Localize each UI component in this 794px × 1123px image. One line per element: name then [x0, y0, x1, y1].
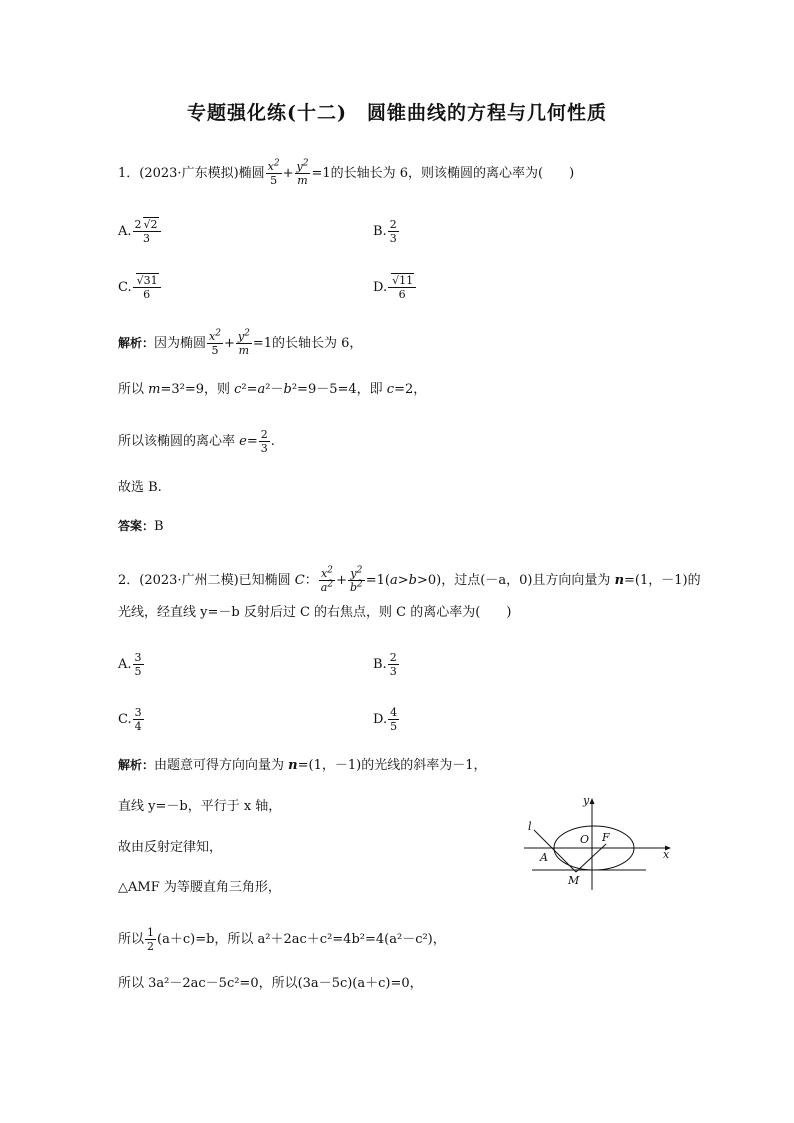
question-1-stem: 1．(2023·广东模拟)椭圆 $\frac{x^2}{5}$ + $\frac{y^2}{m}$ =1的长轴长为 6，则该椭圆的离心率为( ) — [118, 158, 575, 187]
analysis-2-line-5: 所以 $\frac{1}{2}$ (a＋c)=b，所以 a²＋2ac＋c²=4b²=4(a²－c²)， — [118, 926, 446, 953]
label-x: x — [663, 848, 670, 861]
choice-d[interactable]: D. $\frac{4}{5}$ — [373, 706, 398, 733]
choice-label: B. — [373, 657, 387, 672]
stem-text: =(1，－1)的 — [624, 573, 701, 588]
choice-label: A. — [118, 224, 132, 239]
label-m: M — [568, 874, 580, 887]
ellipse-figure — [520, 792, 680, 892]
question-source: (2023·广州二模) — [139, 573, 239, 588]
analysis-1: 解析：因为椭圆 $\frac{x^2}{5}$ + $\frac{y^2}{m}$ =1的长轴长为 6， — [118, 328, 363, 357]
analysis-2-line-2: 直线 y=－b，平行于 x 轴， — [118, 799, 282, 814]
label-l: l — [528, 820, 532, 833]
label-o: O — [580, 833, 590, 846]
label-f: F — [602, 831, 610, 844]
analysis-1-line-2: 所以 m=3²=9，则 c²=a²－b²=9－5=4，即 c=2， — [118, 382, 427, 397]
fraction: $\frac{x^2}{5}$ — [267, 158, 280, 187]
stem-text: 已知椭圆 — [238, 573, 295, 588]
choice-label: B. — [373, 224, 387, 239]
question-2-stem-line-2: 光线，经直线 y=－b 反射后过 C 的右焦点，则 C 的离心率为( ) — [118, 605, 512, 620]
stem-text: 椭圆 — [238, 166, 265, 181]
analysis-text: 因为椭圆 — [154, 336, 207, 351]
page-title: 专题强化练(十二) 圆锥曲线的方程与几何性质 — [187, 102, 607, 124]
question-number: 2． — [118, 573, 140, 588]
choice-c[interactable]: C. $\frac{√31}{6}$ — [118, 274, 162, 301]
analysis-label: 解析： — [118, 336, 155, 350]
analysis-text: =(1，－1)的光线的斜率为－1， — [297, 758, 487, 773]
answer-1 — [118, 516, 164, 537]
analysis-text: (a＋c)=b，所以 a²＋2ac＋c²=4b²=4(a²－c²)， — [157, 932, 446, 947]
answer-value: B — [154, 519, 164, 534]
analysis-2: 解析：由题意可得方向向量为 n=(1，－1)的光线的斜率为－1， — [118, 758, 487, 773]
analysis-label: 解析： — [118, 758, 155, 772]
choice-d[interactable]: D. $\frac{√11}{6}$ — [373, 274, 417, 301]
choice-label: C. — [118, 712, 132, 727]
choice-a[interactable]: A. $\frac{3}{5}$ — [118, 651, 142, 678]
analysis-text: 所以 — [118, 382, 149, 397]
analysis-1-line-3: 所以该椭圆的离心率 e= $\frac{2}{3}$ . — [118, 428, 275, 455]
question-2-stem: 2．(2023·广州二模)已知椭圆 C： $\frac{x^2}{a^2}$ + $\frac{y^2}{b^2}$ =1(a>b>0)，过点(－a，0)且方向向量为 n=(1，－1)的 — [118, 565, 701, 594]
analysis-2-line-4: △AMF 为等腰直角三角形， — [118, 880, 281, 895]
choice-a[interactable]: A. $\frac{2 √2}{3}$ — [118, 218, 162, 245]
answer-label: 答案： — [118, 519, 155, 533]
label-a: A — [540, 851, 548, 864]
analysis-text: 所以 — [118, 932, 145, 947]
choice-label: A. — [118, 657, 132, 672]
y-arrow-icon — [590, 798, 595, 804]
analysis-2-line-6: 所以 3a²－2ac－5c²=0，所以(3a－5c)(a＋c)=0， — [118, 976, 423, 991]
choice-label: C. — [118, 280, 132, 295]
choice-label: D. — [373, 280, 388, 295]
choice-b[interactable]: B. $\frac{2}{3}$ — [373, 218, 397, 245]
analysis-text: 所以该椭圆的离心率 — [118, 434, 240, 449]
choice-c[interactable]: C. $\frac{3}{4}$ — [118, 706, 142, 733]
analysis-text: 的长轴长为 6， — [272, 336, 363, 351]
stem-text: 的长轴长为 6，则该椭圆的离心率为( ) — [330, 166, 575, 181]
fraction: $\frac{y^2}{m}$ — [296, 158, 309, 187]
question-source: (2023·广东模拟) — [139, 166, 239, 181]
analysis-text: 即 — [369, 382, 387, 397]
question-number: 1． — [118, 166, 140, 181]
choice-b[interactable]: B. $\frac{2}{3}$ — [373, 651, 397, 678]
label-y: y — [583, 794, 590, 807]
conclusion: 故选 B. — [118, 480, 162, 495]
analysis-text: 由题意可得方向向量为 — [154, 758, 289, 773]
choice-label: D. — [373, 712, 388, 727]
analysis-2-line-3: 故由反射定律知， — [118, 840, 223, 855]
stem-text: ，过点(－a，0)且方向向量为 — [441, 573, 615, 588]
